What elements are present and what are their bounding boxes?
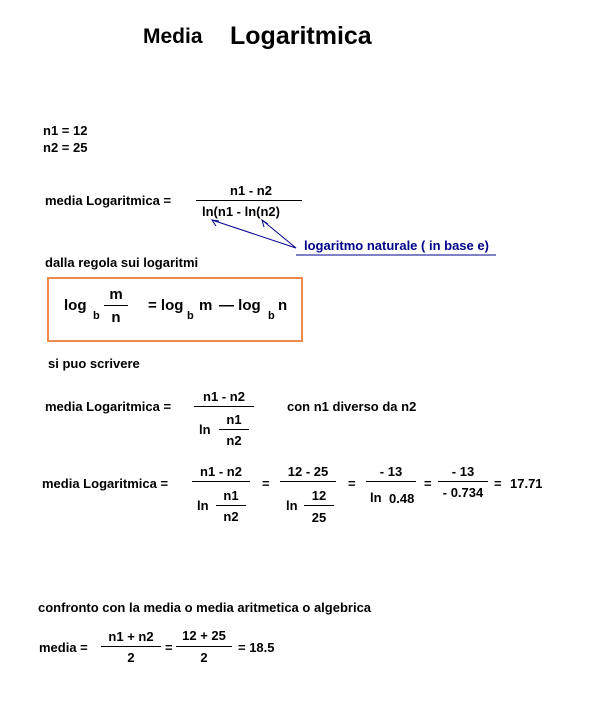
comparison-result: = 18.5 [238,640,275,655]
step3-ln3: ln [370,490,382,505]
step2-heading: si puo scrivere [48,356,140,371]
step3-num4: - 13 [451,464,475,479]
comparison-den2: 2 [200,650,208,665]
step2-label: media Logaritmica = [45,399,172,414]
rule-m2: m [199,297,213,314]
comparison-denominator: 2 [127,650,135,665]
step3-den2-25: 25 [311,510,327,525]
step2-ln: ln [199,422,211,437]
rule-log1: log [64,297,87,314]
comparison-fraction-bar [101,646,161,647]
title-media: Media [143,25,203,48]
formula1-label: media Logaritmica = [45,193,172,208]
comparison-heading: confronto con la media o media aritmetica o algebrica [38,600,372,615]
title-logaritmica: Logaritmica [230,22,372,50]
step3-result: 17.71 [510,476,543,491]
rule-base1: b [93,310,100,322]
step3-eq2: = [348,476,356,491]
step2-n1: n1 [226,412,242,427]
step3-fraction-bar [192,481,250,482]
step3-ln: ln [197,498,209,513]
input-n2: n2 = 25 [43,140,88,155]
step3-label: media Logaritmica = [42,476,169,491]
step2-n2: n2 [226,433,242,448]
rule-fraction-bar [104,305,128,306]
rule-eq-log: = log [148,297,184,314]
rule-n: n [111,309,121,326]
rule-minus-log: — log [219,297,261,314]
step3-eq1: = [262,476,270,491]
step3-ln2: ln [286,498,298,513]
comparison-fraction-bar2 [176,646,232,647]
rule-base3: b [268,310,275,322]
annotation-natural-log: logaritmo naturale ( in base e) [304,238,489,253]
comparison-eq: = [165,640,173,655]
formula1-denominator: ln(n1 - ln(n2) [202,204,280,219]
step3-eq3: = [424,476,432,491]
step3-n2: n2 [223,509,239,524]
step2-condition: con n1 diverso da n2 [287,399,417,414]
step2-numerator: n1 - n2 [203,389,245,404]
step3-den3: 0.48 [389,491,415,506]
comparison-label: media = [39,640,88,655]
step3-fraction-bar4 [438,481,488,482]
step3-num2: 12 - 25 [287,464,329,479]
rule-n2: n [278,297,288,314]
rule-base2: b [187,310,194,322]
step3-eq4: = [494,476,502,491]
step3-inner-bar [216,505,246,506]
step3-fraction-bar2 [280,481,336,482]
comparison-num2: 12 + 25 [182,628,226,643]
step3-inner-bar2 [304,505,334,506]
step2-inner-bar [219,429,249,430]
rule-m: m [109,286,123,303]
step2-fraction-bar [194,406,254,407]
input-n1: n1 = 12 [43,123,88,138]
step3-num3: - 13 [379,464,403,479]
step3-fraction-bar3 [366,481,416,482]
step3-den2-12: 12 [311,488,327,503]
step3-numerator: n1 - n2 [200,464,242,479]
formula1-numerator: n1 - n2 [230,183,272,198]
step3-n1: n1 [223,488,239,503]
step3-den4: - 0.734 [442,485,484,500]
comparison-numerator: n1 + n2 [108,629,154,644]
rule-heading: dalla regola sui logaritmi [45,255,199,270]
